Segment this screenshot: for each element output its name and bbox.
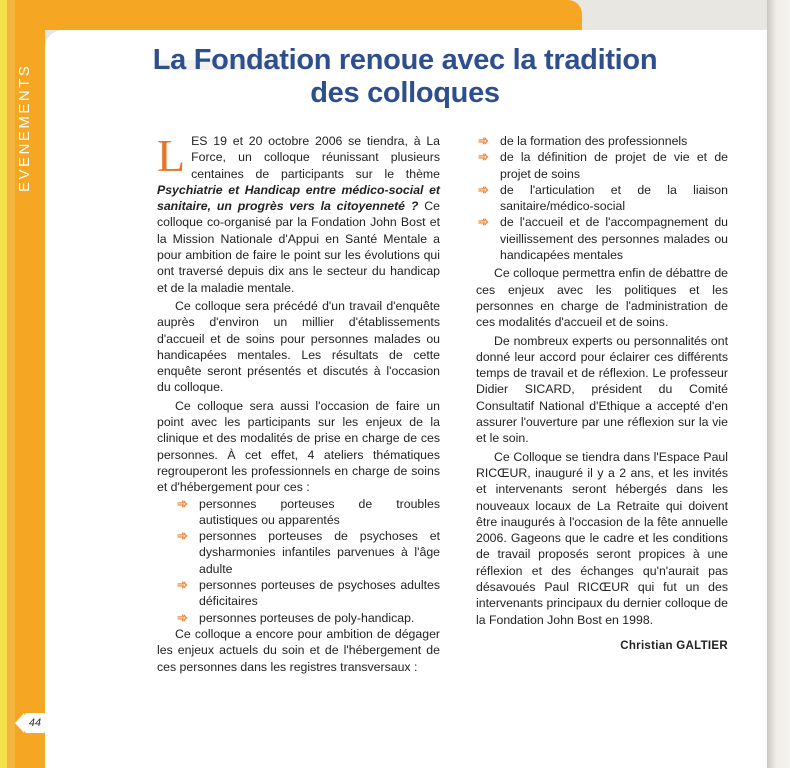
paragraph-experts: De nombreux experts ou personnalités ont donné leur accord pour éclairer ces différents temps de travail et de réflexion. Le professeur Didier SICARD, président du Comité Consultatif National d'Ethique a accepté d'en assurer l'ouverture par une réflexion sur la vie et le soin. <box>476 333 728 446</box>
arrow-icon: ➾ <box>177 609 188 625</box>
paragraph-debate: Ce colloque permettra enfin de débattre de ces enjeux avec les politiques et les personnes en charge de l'administration de ces modalités d'accueil et de soins. <box>476 266 728 330</box>
page-edge-orange <box>7 0 15 768</box>
arrow-icon: ➾ <box>478 133 489 148</box>
right-column <box>476 133 728 654</box>
intro-paragraph <box>157 130 440 296</box>
arrow-icon: ➾ <box>478 214 489 230</box>
page-number: 44 <box>24 713 46 733</box>
arrow-icon: ➾ <box>478 149 489 165</box>
page-gutter <box>767 0 790 768</box>
arrow-icon: ➾ <box>177 495 188 511</box>
title-line-2: des colloques <box>310 77 500 109</box>
arrow-icon: ➾ <box>177 577 188 593</box>
list-item: ➾ de la définition de projet de vie et de projet de soins <box>478 149 728 181</box>
intro-suffix: Ce colloque co-organisé par la Fondation John Bost et la Mission Nationale d'Appui en Santé Mentale a pour ambition de faire le point sur les évolutions qui ont traversé depuis dix ans le secteur du handicap et de la maladie mentale. <box>157 199 440 295</box>
issues-list <box>476 133 728 263</box>
intro-prefix: ES 19 et 20 octobre 2006 se tiendra, à La Force, un colloque réunissant plusieurs centaines de participants sur le thème <box>191 134 440 181</box>
workshop-list <box>157 496 440 626</box>
paragraph-venue: Ce Colloque se tiendra dans l'Espace Paul RICŒUR, inauguré il y a 2 ans, et les invités et intervenants seront hébergés dans les nouveaux locaux de La Retraite qui doivent être inaugurés à l'occasion de la fête annuelle 2006. Gageons que le cadre et les conditions de travail proposés seront propices à une réflexion et des échanges qu'n'aurait pas désavoués Paul RICŒUR qui fut un des intervenants principaux du dernier colloque de la Fondation John Bost en 1998. <box>476 449 728 627</box>
page-edge-yellow <box>0 0 7 768</box>
article-title <box>120 44 690 110</box>
list-item: ➾ de l'articulation et de la liaison sanitaire/médico-social <box>478 181 728 214</box>
list-item: ➾ personnes porteuses de poly-handicap. <box>177 609 415 625</box>
drop-cap: L <box>157 130 186 181</box>
arrow-icon: ➾ <box>177 528 188 544</box>
list-item: ➾ de l'accueil et de l'accompagnement du vieillissement des personnes malades ou handicapées mentales <box>478 214 728 263</box>
paragraph-issues: Ce colloque a encore pour ambition de dégager les enjeux actuels du soin et de l'hébergement de ces personnes dans les registres transversaux : <box>157 626 440 674</box>
paragraph-workshops: Ce colloque sera aussi l'occasion de faire un point avec les participants sur les enjeux de la clinique et des modalités de prise en charge de ces personnes. À cet effet, 4 ateliers thématiques regrouperont les professionnels en charge de soins et d'hébergement pour ces : <box>157 398 440 495</box>
list-item: ➾ de la formation des professionnels <box>478 133 688 148</box>
top-band <box>15 0 582 30</box>
section-label: EVENEMENTS <box>16 63 33 192</box>
arrow-icon: ➾ <box>478 181 489 197</box>
author-signature: Christian GALTIER <box>620 639 728 652</box>
list-item: ➾ personnes porteuses de troubles autistiques ou apparentés <box>177 495 440 527</box>
list-item: ➾ personnes porteuses de psychoses adultes déficitaires <box>177 577 440 609</box>
left-column <box>157 130 440 675</box>
paragraph-survey: Ce colloque sera précédé d'un travail d'enquête auprès d'environ un millier d'établissements d'accueil et de soins pour personnes malades ou handicapées mentales. Les résultats de cette enquête seront présentés et discutés à l'occasion du colloque. <box>157 298 440 395</box>
list-item: ➾ personnes porteuses de psychoses et dysharmonies infantiles parvenues à l'âge adulte <box>177 528 440 576</box>
colloquium-theme: Psychiatrie et Handicap entre médico-social et sanitaire, un progrès vers la citoyenneté ? <box>157 182 440 214</box>
title-line-1: La Fondation renoue avec la tradition <box>152 44 658 76</box>
